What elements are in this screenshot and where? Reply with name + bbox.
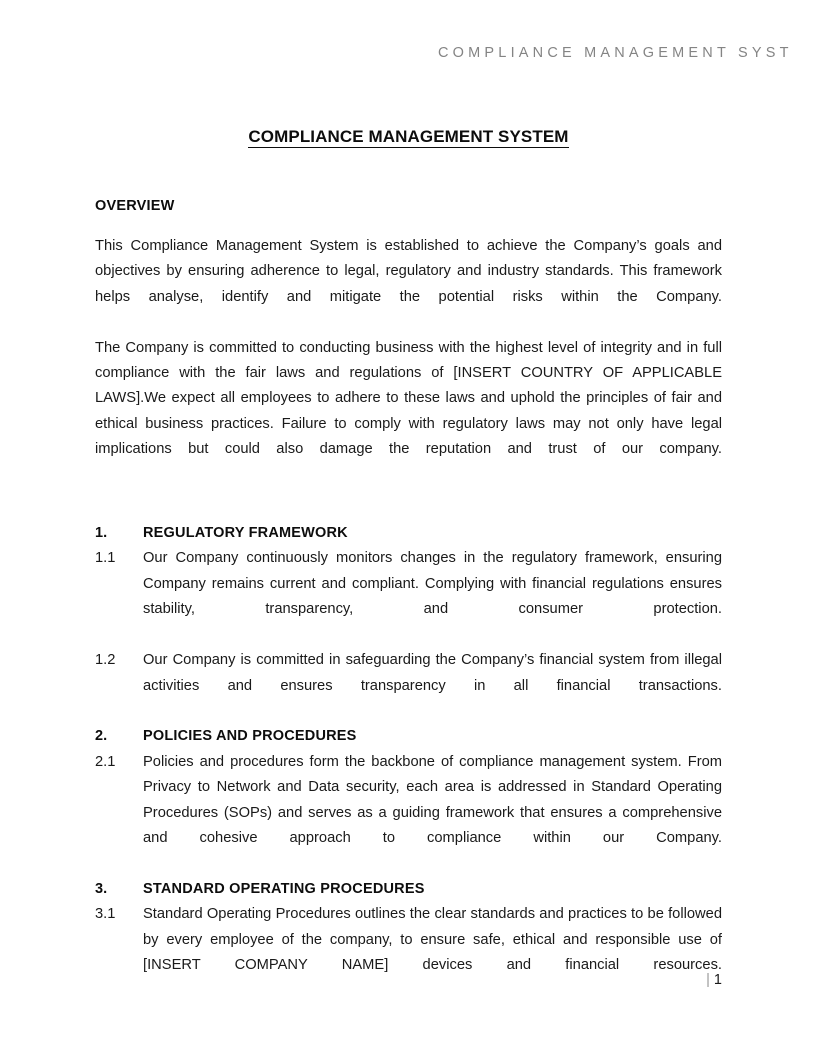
section-title-2: POLICIES AND PROCEDURES: [143, 728, 357, 745]
overview-heading: OVERVIEW: [95, 198, 175, 214]
overview-paragraph-2: The Company is committed to conducting business with the highest level of integrity and in full compliance with the fair laws and regulations of [INSERT COUNTRY OF APPLICABLE LAWS].We expect all employees to adhere to these laws and uphold the principles of fair and ethical business practices. Failure to comply with regulatory laws may not only have legal implications but could also damage the reputation and trust of our company.: [95, 339, 722, 458]
running-header: COMPLIANCE MANAGEMENT SYST: [438, 45, 793, 61]
item-number-3-1: 3.1: [95, 906, 116, 923]
section-number-1: 1.: [95, 525, 108, 542]
page-title: [95, 127, 722, 147]
list-item: [95, 902, 722, 1004]
section-heading-1: [95, 521, 722, 546]
section-heading-2: [95, 724, 722, 749]
item-text-2-1: Policies and procedures form the backbone of compliance management system. From Privacy to Network and Data security, each area is addressed in Standard Operating Procedures (SOPs) and serves as a guiding framework that ensures a comprehensive and cohesive approach to compliance within our Company.: [143, 753, 722, 846]
item-text-3-1: Standard Operating Procedures outlines the clear standards and practices to be followed by every employee of the company, to ensure safe, ethical and responsible use of [INSERT COMPANY NAME] devices and financial resources.: [143, 906, 722, 973]
document-body: [95, 0, 722, 1004]
page-number: 1: [713, 972, 722, 988]
section-title-3: STANDARD OPERATING PROCEDURES: [143, 880, 425, 897]
list-item: [95, 648, 722, 724]
item-text-1-1: Our Company continuously monitors changes in the regulatory framework, ensuring Company remains current and compliant. Complying with financial regulations ensures stability, transparency, and consumer protection.: [143, 550, 722, 618]
footer-separator: |: [706, 972, 710, 988]
page-title-text: COMPLIANCE MANAGEMENT SYSTEM: [248, 127, 569, 146]
overview-paragraph-1: This Compliance Management System is established to achieve the Company’s goals and objectives by ensuring adherence to legal, regulatory and industry standards. This framework helps analyse, identify and mitigate the potential risks within the Company.: [95, 238, 722, 305]
item-number-1-2: 1.2: [95, 652, 116, 669]
list-item: [95, 546, 722, 648]
list-item: [95, 750, 722, 877]
section-number-3: 3.: [95, 880, 108, 897]
section-title-1: REGULATORY FRAMEWORK: [143, 525, 348, 542]
section-number-2: 2.: [95, 728, 108, 745]
item-text-1-2: Our Company is committed in safeguarding the Company’s financial system from illegal activities and ensures transparency in all financial transactions.: [143, 652, 722, 694]
section-heading-3: [95, 877, 722, 902]
item-number-2-1: 2.1: [95, 753, 116, 770]
item-number-1-1: 1.1: [95, 550, 116, 567]
page-footer: [0, 972, 722, 988]
